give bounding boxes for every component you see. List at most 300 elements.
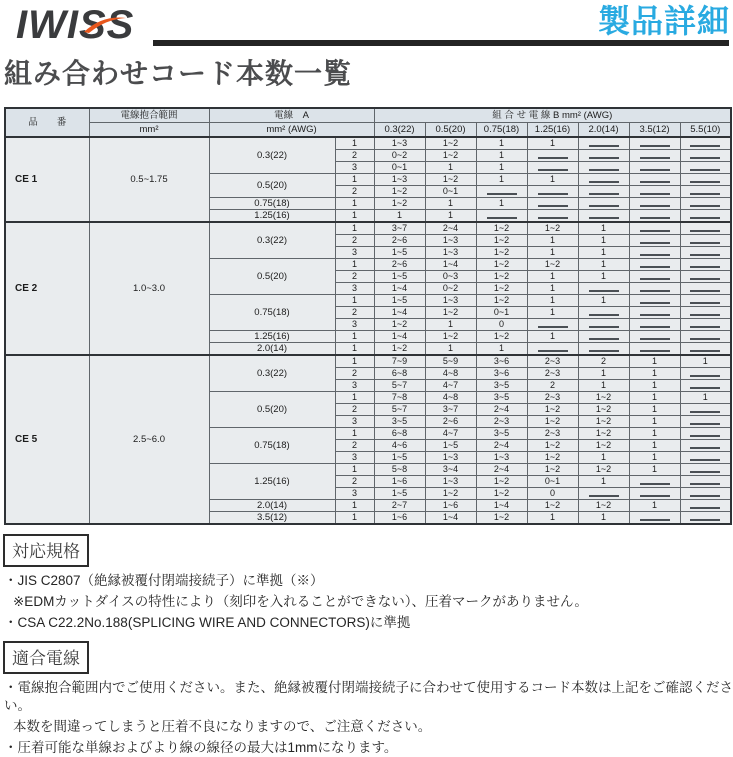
value-cell: 1~2 (425, 150, 476, 162)
count-cell: 1 (335, 331, 374, 343)
value-cell (578, 307, 629, 319)
value-cell (527, 186, 578, 198)
value-cell: 1~2 (374, 343, 425, 356)
dash-bar (690, 338, 720, 340)
value-cell: 4~8 (425, 392, 476, 404)
dash-bar (690, 205, 720, 207)
value-cell: 1~6 (374, 512, 425, 525)
value-cell: 0 (527, 488, 578, 500)
applicable-wire-heading: 適合電線 (3, 641, 89, 674)
table-body (5, 137, 731, 524)
wire-a-size-cell: 1.25(16) (209, 331, 335, 343)
dash-bar (640, 217, 670, 219)
dash-bar (640, 254, 670, 256)
value-cell (680, 307, 731, 319)
value-cell: 1~2 (374, 319, 425, 331)
dash-bar (690, 483, 720, 485)
logo-text: IWISS (16, 3, 135, 47)
col-header-size: 0.3(22) (374, 123, 425, 138)
value-cell: 1~6 (374, 476, 425, 488)
value-cell: 1~2 (527, 500, 578, 512)
value-cell: 1~2 (527, 464, 578, 476)
dash-bar (690, 519, 720, 521)
dash-bar (640, 483, 670, 485)
dash-bar (589, 205, 619, 207)
dash-bar (690, 435, 720, 437)
dash-bar (690, 447, 720, 449)
value-cell (680, 222, 731, 235)
value-cell (680, 331, 731, 343)
value-cell (578, 162, 629, 174)
value-cell: 1~2 (578, 440, 629, 452)
wire-a-size-cell: 0.5(20) (209, 174, 335, 198)
dash-bar (589, 314, 619, 316)
value-cell: 1~2 (578, 500, 629, 512)
count-cell: 1 (335, 198, 374, 210)
value-cell: 0~2 (374, 150, 425, 162)
value-cell: 1~2 (578, 392, 629, 404)
count-cell: 2 (335, 440, 374, 452)
value-cell: 1 (629, 355, 680, 368)
dash-bar (640, 495, 670, 497)
value-cell (680, 428, 731, 440)
dash-bar (690, 242, 720, 244)
value-cell: 1~2 (578, 464, 629, 476)
value-cell: 1~4 (374, 283, 425, 295)
count-cell: 3 (335, 488, 374, 500)
value-cell: 1~2 (476, 331, 527, 343)
dash-bar (640, 205, 670, 207)
wire-a-size-cell: 0.3(22) (209, 355, 335, 392)
value-cell: 3~4 (425, 464, 476, 476)
value-cell (527, 198, 578, 210)
value-cell: 6~8 (374, 368, 425, 380)
value-cell: 1~2 (476, 476, 527, 488)
dash-bar (640, 230, 670, 232)
applicable-wire-line: ・圧着可能な単線およびより線の線径の最大は1mmになります。 (4, 740, 398, 755)
value-cell: 1 (476, 343, 527, 356)
dash-bar (589, 145, 619, 147)
value-cell: 1~2 (527, 222, 578, 235)
value-cell: 0~1 (527, 476, 578, 488)
value-cell: 1 (629, 428, 680, 440)
dash-bar (640, 338, 670, 340)
col-header-size: 5.5(10) (680, 123, 731, 138)
value-cell: 1 (629, 464, 680, 476)
dash-bar (690, 145, 720, 147)
value-cell: 1~3 (425, 295, 476, 307)
value-cell: 2 (527, 380, 578, 392)
dash-bar (690, 507, 720, 509)
value-cell: 1~2 (476, 222, 527, 235)
value-cell (578, 488, 629, 500)
value-cell: 1 (527, 307, 578, 319)
value-cell: 1~3 (425, 452, 476, 464)
value-cell: 3~6 (476, 355, 527, 368)
wire-a-size-cell: 3.5(12) (209, 512, 335, 525)
value-cell (680, 162, 731, 174)
dash-bar (690, 375, 720, 377)
dash-bar (690, 387, 720, 389)
value-cell (629, 283, 680, 295)
value-cell (629, 210, 680, 223)
value-cell: 1 (578, 476, 629, 488)
dash-bar (589, 157, 619, 159)
count-cell: 1 (335, 343, 374, 356)
value-cell: 5~8 (374, 464, 425, 476)
value-cell (629, 488, 680, 500)
value-cell: 4~8 (425, 368, 476, 380)
dash-bar (538, 157, 568, 159)
value-cell: 1~3 (374, 137, 425, 150)
value-cell: 1~2 (578, 404, 629, 416)
wire-a-size-cell: 0.5(20) (209, 259, 335, 295)
value-cell: 1 (527, 295, 578, 307)
count-cell: 2 (335, 235, 374, 247)
dash-bar (538, 193, 568, 195)
dash-bar (690, 278, 720, 280)
value-cell: 5~7 (374, 380, 425, 392)
value-cell (629, 512, 680, 525)
value-cell: 1~2 (527, 440, 578, 452)
applicable-wire-line: 本数を間違ってしまうと圧着不良になりますので、ご注意ください。 (13, 719, 432, 734)
dash-bar (690, 230, 720, 232)
value-cell: 4~7 (425, 380, 476, 392)
value-cell (629, 137, 680, 150)
value-cell: 1~2 (374, 198, 425, 210)
value-cell (680, 500, 731, 512)
value-cell: 1~2 (476, 259, 527, 271)
wire-a-size-cell: 1.25(16) (209, 210, 335, 223)
value-cell: 1~4 (374, 331, 425, 343)
value-cell (680, 210, 731, 223)
value-cell: 1~5 (374, 452, 425, 464)
value-cell: 3~7 (374, 222, 425, 235)
table-header (5, 108, 731, 137)
value-cell (578, 150, 629, 162)
value-cell: 1~6 (425, 500, 476, 512)
value-cell (629, 186, 680, 198)
count-cell: 2 (335, 404, 374, 416)
value-cell (629, 319, 680, 331)
value-cell: 2~3 (527, 392, 578, 404)
value-cell: 1~2 (476, 235, 527, 247)
value-cell: 1~3 (425, 235, 476, 247)
value-cell: 1 (578, 235, 629, 247)
value-cell: 4~7 (425, 428, 476, 440)
part-number-cell: CE 5 (5, 355, 89, 524)
dash-bar (589, 495, 619, 497)
part-number-cell: CE 2 (5, 222, 89, 355)
dash-bar (538, 205, 568, 207)
value-cell: 1 (629, 416, 680, 428)
value-cell: 1 (578, 295, 629, 307)
value-cell (629, 222, 680, 235)
value-cell: 1 (578, 380, 629, 392)
count-cell: 3 (335, 247, 374, 259)
value-cell: 1 (629, 368, 680, 380)
value-cell: 1 (578, 512, 629, 525)
col-header-part-no: 品 番 (5, 108, 89, 137)
value-cell: 1~2 (476, 247, 527, 259)
value-cell (629, 331, 680, 343)
count-cell: 2 (335, 186, 374, 198)
dash-bar (589, 326, 619, 328)
value-cell: 0~1 (425, 186, 476, 198)
dash-bar (690, 217, 720, 219)
value-cell: 2~6 (374, 235, 425, 247)
value-cell: 1~2 (425, 137, 476, 150)
dash-bar (640, 290, 670, 292)
count-cell: 3 (335, 283, 374, 295)
value-cell: 2~4 (476, 440, 527, 452)
value-cell: 1 (578, 271, 629, 283)
value-cell: 1 (527, 283, 578, 295)
col-header-combo-b: 組 合 せ 電 線 B mm² (AWG) (374, 108, 731, 123)
value-cell (527, 343, 578, 356)
value-cell (629, 247, 680, 259)
standards-line: ※EDMカットダイスの特性により（刻印を入れることができない）、圧着マークがありません。 (13, 594, 588, 609)
value-cell: 1 (629, 392, 680, 404)
value-cell (629, 271, 680, 283)
standards-line: ・JIS C2807（絶縁被覆付閉端接続子）に準拠（※） (4, 573, 324, 588)
logo-swoosh-icon (82, 0, 128, 42)
header-rule (153, 40, 729, 46)
value-cell (680, 512, 731, 525)
value-cell: 1 (527, 331, 578, 343)
count-cell: 3 (335, 380, 374, 392)
value-cell: 1~5 (374, 295, 425, 307)
value-cell: 1 (578, 247, 629, 259)
iwiss-logo (16, 4, 134, 46)
col-header-range-unit: mm² (89, 123, 209, 138)
value-cell: 0 (476, 319, 527, 331)
wire-a-size-cell: 2.0(14) (209, 343, 335, 356)
dash-bar (589, 350, 619, 352)
value-cell (680, 488, 731, 500)
dash-bar (690, 157, 720, 159)
value-cell: 3~5 (476, 428, 527, 440)
value-cell: 1~2 (476, 295, 527, 307)
value-cell (629, 259, 680, 271)
value-cell: 1 (578, 452, 629, 464)
value-cell: 0~1 (476, 307, 527, 319)
value-cell: 1~5 (374, 271, 425, 283)
value-cell (476, 186, 527, 198)
value-cell (629, 198, 680, 210)
value-cell: 1 (425, 198, 476, 210)
value-cell (629, 307, 680, 319)
specs-section (0, 525, 733, 757)
value-cell (578, 343, 629, 356)
dash-bar (690, 181, 720, 183)
value-cell: 0~1 (374, 162, 425, 174)
value-cell (680, 416, 731, 428)
value-cell (578, 210, 629, 223)
value-cell: 1~5 (374, 488, 425, 500)
value-cell: 1 (425, 319, 476, 331)
value-cell (527, 150, 578, 162)
dash-bar (640, 157, 670, 159)
col-header-size: 0.5(20) (425, 123, 476, 138)
value-cell (680, 186, 731, 198)
value-cell: 1~2 (527, 259, 578, 271)
value-cell (680, 464, 731, 476)
count-cell: 2 (335, 476, 374, 488)
wire-a-size-cell: 1.25(16) (209, 464, 335, 500)
dash-bar (690, 471, 720, 473)
value-cell (578, 174, 629, 186)
dash-bar (690, 254, 720, 256)
value-cell (680, 476, 731, 488)
value-cell: 1 (629, 404, 680, 416)
dash-bar (487, 217, 517, 219)
dash-bar (640, 169, 670, 171)
dash-bar (690, 350, 720, 352)
value-cell: 3~5 (476, 380, 527, 392)
dash-bar (589, 169, 619, 171)
value-cell: 2~3 (476, 416, 527, 428)
count-cell: 2 (335, 368, 374, 380)
value-cell: 1 (425, 210, 476, 223)
value-cell: 1 (629, 500, 680, 512)
value-cell: 1 (425, 343, 476, 356)
value-cell (629, 235, 680, 247)
value-cell (680, 198, 731, 210)
value-cell (680, 404, 731, 416)
value-cell: 1~2 (578, 416, 629, 428)
dash-bar (589, 290, 619, 292)
value-cell: 1 (527, 235, 578, 247)
value-cell (578, 186, 629, 198)
value-cell: 0~2 (425, 283, 476, 295)
dash-bar (589, 193, 619, 195)
count-cell: 1 (335, 392, 374, 404)
value-cell (578, 283, 629, 295)
value-cell: 1 (680, 355, 731, 368)
value-cell: 1~2 (527, 452, 578, 464)
value-cell: 1~5 (425, 440, 476, 452)
value-cell: 1 (476, 137, 527, 150)
dash-bar (690, 193, 720, 195)
dash-bar (640, 326, 670, 328)
col-header-size: 1.25(16) (527, 123, 578, 138)
value-cell: 1 (527, 174, 578, 186)
col-header-size: 0.75(18) (476, 123, 527, 138)
value-cell: 1 (476, 198, 527, 210)
value-cell: 1~4 (425, 259, 476, 271)
value-cell (680, 271, 731, 283)
value-cell (680, 319, 731, 331)
part-number-cell: CE 1 (5, 137, 89, 222)
value-cell: 1~3 (476, 452, 527, 464)
value-cell (680, 150, 731, 162)
dash-bar (640, 302, 670, 304)
value-cell: 3~7 (425, 404, 476, 416)
dash-bar (640, 519, 670, 521)
value-cell: 7~8 (374, 392, 425, 404)
value-cell: 2 (578, 355, 629, 368)
value-cell: 7~9 (374, 355, 425, 368)
dash-bar (690, 169, 720, 171)
value-cell (629, 162, 680, 174)
count-cell: 2 (335, 307, 374, 319)
dash-bar (640, 145, 670, 147)
value-cell: 1~5 (374, 247, 425, 259)
value-cell: 5~9 (425, 355, 476, 368)
value-cell: 1~2 (425, 174, 476, 186)
value-cell: 1~2 (578, 428, 629, 440)
value-cell: 6~8 (374, 428, 425, 440)
value-cell: 1~3 (374, 174, 425, 186)
count-cell: 3 (335, 162, 374, 174)
value-cell: 1 (374, 210, 425, 223)
dash-bar (690, 326, 720, 328)
value-cell (680, 295, 731, 307)
value-cell: 1 (680, 392, 731, 404)
combination-count-table (4, 107, 732, 525)
col-header-size: 3.5(12) (629, 123, 680, 138)
value-cell (680, 235, 731, 247)
value-cell: 1~2 (476, 488, 527, 500)
wire-a-size-cell: 0.5(20) (209, 392, 335, 428)
value-cell (578, 319, 629, 331)
dash-bar (589, 217, 619, 219)
count-cell: 1 (335, 222, 374, 235)
value-cell: 1~2 (476, 271, 527, 283)
col-header-size: 2.0(14) (578, 123, 629, 138)
value-cell (680, 259, 731, 271)
count-cell: 3 (335, 319, 374, 331)
dash-bar (640, 193, 670, 195)
value-cell: 1 (476, 150, 527, 162)
wire-a-size-cell: 0.75(18) (209, 198, 335, 210)
page-header (0, 0, 733, 50)
dash-bar (538, 169, 568, 171)
dash-bar (640, 266, 670, 268)
value-cell (629, 295, 680, 307)
value-cell: 1 (476, 174, 527, 186)
value-cell: 1~4 (476, 500, 527, 512)
table-row (5, 222, 731, 235)
value-cell: 5~7 (374, 404, 425, 416)
value-cell (527, 162, 578, 174)
value-cell: 2~7 (374, 500, 425, 512)
dash-bar (690, 495, 720, 497)
count-cell: 1 (335, 259, 374, 271)
value-cell (680, 368, 731, 380)
dash-bar (538, 350, 568, 352)
value-cell: 1~2 (527, 404, 578, 416)
count-cell: 3 (335, 452, 374, 464)
dash-bar (690, 459, 720, 461)
value-cell: 1~3 (425, 476, 476, 488)
value-cell (680, 343, 731, 356)
value-cell: 1~2 (425, 307, 476, 319)
value-cell: 1 (578, 368, 629, 380)
count-cell: 1 (335, 464, 374, 476)
value-cell: 1~2 (527, 416, 578, 428)
table-row (5, 137, 731, 150)
value-cell (629, 174, 680, 186)
value-cell: 2~4 (476, 404, 527, 416)
value-cell: 1~2 (476, 283, 527, 295)
value-cell (578, 198, 629, 210)
value-cell: 2~6 (425, 416, 476, 428)
page-title: 組み合わせコード本数一覧 (4, 58, 353, 89)
value-cell: 1 (578, 259, 629, 271)
standards-line: ・CSA C22.2No.188(SPLICING WIRE AND CONNECTORS)に準拠 (4, 615, 411, 630)
